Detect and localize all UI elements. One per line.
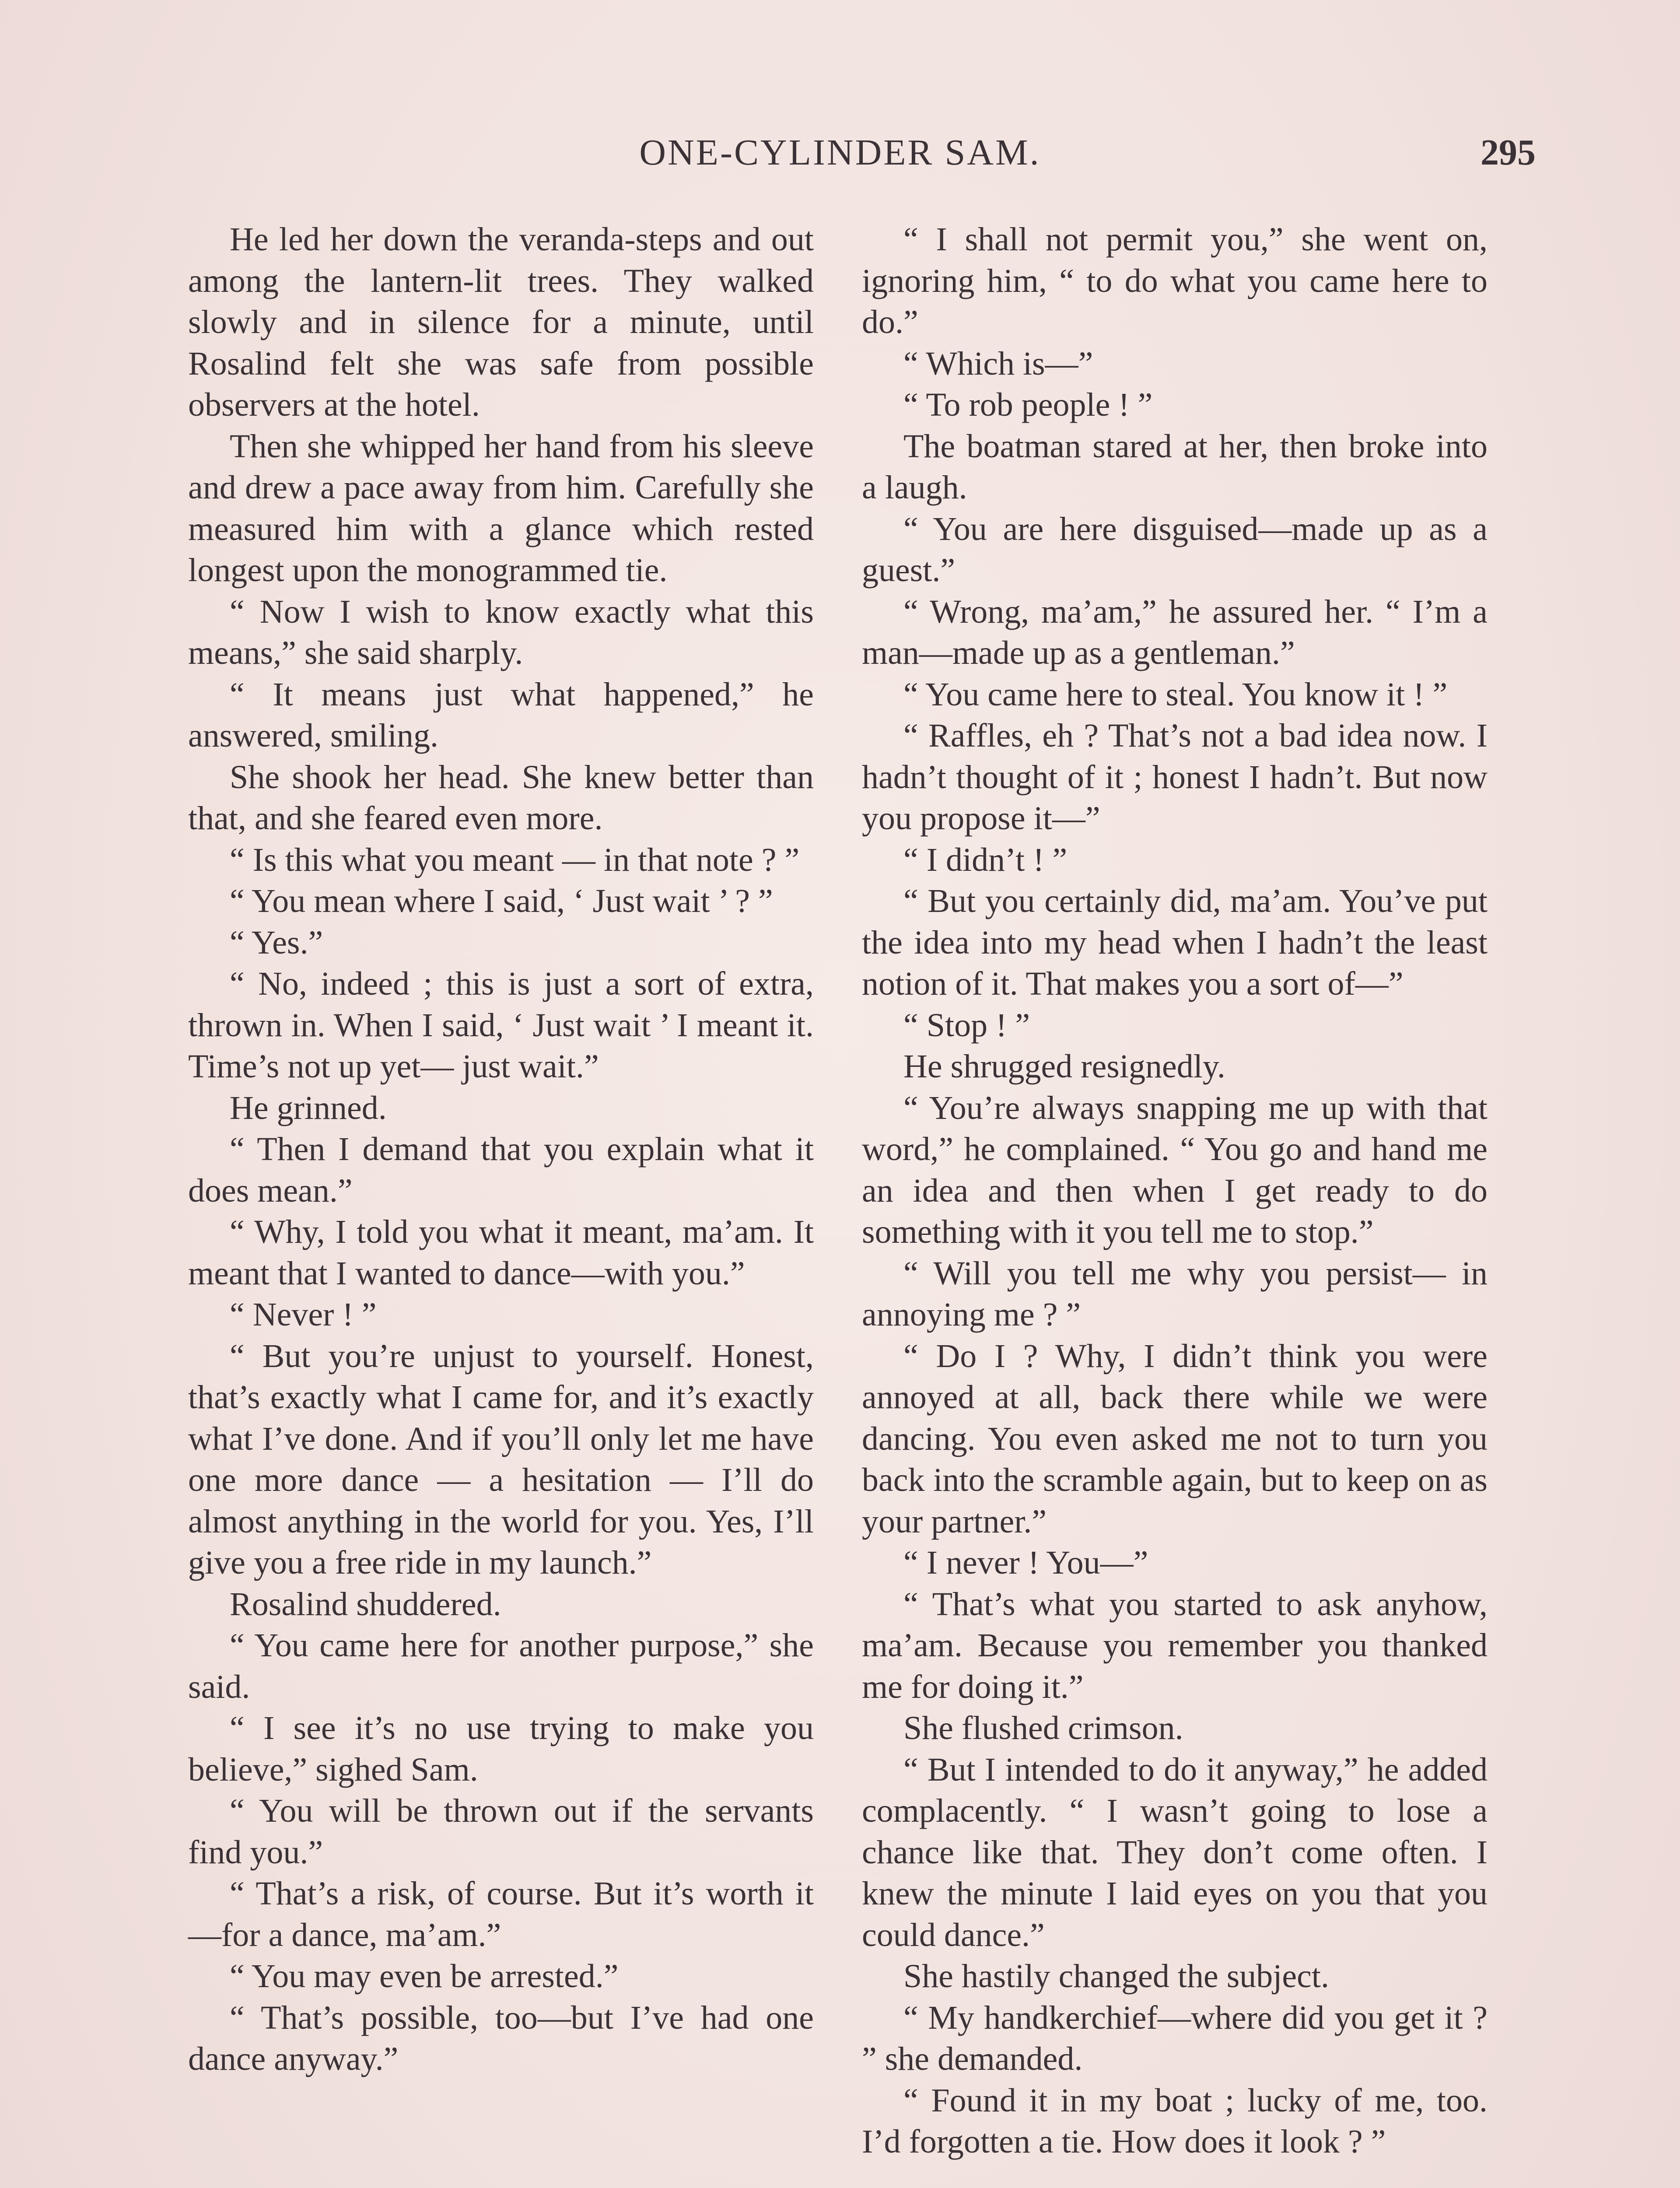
- paragraph: “ It means just what happened,” he answered, smiling.: [188, 676, 814, 754]
- paragraph: Rosalind shuddered.: [230, 1585, 501, 1623]
- paragraph: “ You’re always snapping me up with that word,” he complained. “ You go and hand me an idea and then when I get ready to do something with it you tell me to stop.”: [862, 1089, 1488, 1250]
- paragraph: “ Then I demand that you explain what it does mean.”: [188, 1131, 814, 1209]
- paragraph: “ Never ! ”: [230, 1296, 377, 1333]
- running-header-title: ONE-CYLINDER SAM.: [639, 132, 1041, 173]
- paragraph: He grinned.: [230, 1089, 387, 1126]
- paragraph: “ I never ! You—”: [903, 1544, 1148, 1581]
- paragraph: “ Stop ! ”: [903, 1006, 1030, 1044]
- paragraph: “ Why, I told you what it meant, ma’am. It meant that I wanted to dance—with you.”: [188, 1213, 814, 1292]
- left-text-column: [188, 219, 814, 2080]
- paragraph: “ You mean where I said, ‘ Just wait ’ ? ”: [230, 883, 773, 919]
- paragraph: “ I shall not permit you,” she went on, ignoring him, “ to do what you came here to do.”: [862, 221, 1488, 340]
- paragraph: He shrugged resignedly.: [903, 1048, 1225, 1085]
- paragraph: Then she whipped her hand from his sleeve and drew a pace away from him. Carefully she measured him with a glance which rested longest upon the monogrammed tie.: [188, 428, 814, 589]
- paragraph: “ Wrong, ma’am,” he assured her. “ I’m a man—made up as a gentleman.”: [862, 593, 1488, 671]
- paragraph: “ That’s what you started to ask anyhow, ma’am. Because you remember you thanked me for doing it.”: [862, 1585, 1488, 1705]
- paragraph: “ To rob people ! ”: [903, 386, 1153, 423]
- paragraph: “ Do I ? Why, I didn’t think you were annoyed at all, back there while we were dancing. You even asked me not to turn you back into the scramble again, but to keep on as your partner.”: [862, 1337, 1488, 1540]
- page-number: 295: [1480, 132, 1536, 173]
- paragraph: “ That’s a risk, of course. But it’s worth it—for a dance, ma’am.”: [188, 1875, 814, 1953]
- paragraph: “ I see it’s no use trying to make you believe,” sighed Sam.: [188, 1710, 814, 1788]
- paragraph: “ But you’re unjust to yourself. Honest, that’s exactly what I came for, and it’s exactly what I’ve done. And if you’ll only let me have one more dance — a hesitation — I’ll do almost anything in the world for you. Yes, I’ll give you a free ride in my launch.”: [188, 1337, 814, 1581]
- paragraph: “ That’s possible, too—but I’ve had one dance anyway.”: [188, 1999, 814, 2077]
- paragraph: “ Now I wish to know exactly what this means,” she said sharply.: [188, 593, 814, 671]
- paragraph: “ You are here disguised—made up as a guest.”: [862, 510, 1488, 589]
- paragraph: “ My handkerchief—where did you get it ? ” she demanded.: [862, 1999, 1488, 2077]
- paragraph: “ But you certainly did, ma’am. You’ve put the idea into my head when I hadn’t the least notion of it. That makes you a sort of—”: [862, 883, 1488, 1002]
- paragraph: “ Raffles, eh ? That’s not a bad idea now. I hadn’t thought of it ; honest I hadn’t. But now you propose it—”: [862, 717, 1488, 837]
- paragraph: She flushed crimson.: [903, 1710, 1183, 1746]
- paragraph: “ Found it in my boat ; lucky of me, too. I’d forgotten a tie. How does it look ? ”: [862, 2082, 1488, 2160]
- paragraph: She hastily changed the subject.: [903, 1958, 1329, 1995]
- paragraph: He led her down the veranda-steps and out among the lantern-lit trees. They walked slowly and in silence for a minute, until Rosalind felt she was safe from possible observers at the hotel.: [188, 221, 814, 423]
- paragraph: “ You came here to steal. You know it ! ”: [903, 676, 1448, 713]
- paragraph: “ Yes.”: [230, 924, 323, 961]
- paragraph: “ Is this what you meant — in that note ? ”: [230, 841, 800, 878]
- paragraph: “ No, indeed ; this is just a sort of extra, thrown in. When I said, ‘ Just wait ’ I meant it. Time’s not up yet— just wait.”: [188, 965, 814, 1085]
- paragraph: “ You came here for another purpose,” she said.: [188, 1627, 814, 1705]
- paragraph: “ But I intended to do it anyway,” he added complacently. “ I wasn’t going to lose a chance like that. They don’t come often. I knew the minute I laid eyes on you that you could dance.”: [862, 1751, 1488, 1953]
- right-text-column: [862, 219, 1488, 2163]
- paragraph: “ You may even be arrested.”: [230, 1958, 619, 1995]
- paragraph: “ You will be thrown out if the servants find you.”: [188, 1792, 814, 1871]
- paragraph: She shook her head. She knew better than that, and she feared even more.: [188, 758, 814, 837]
- paragraph: The boatman stared at her, then broke into a laugh.: [862, 428, 1488, 506]
- paragraph: “ Will you tell me why you persist— in annoying me ? ”: [862, 1255, 1488, 1333]
- paragraph: “ Which is—”: [903, 345, 1093, 382]
- paragraph: “ I didn’t ! ”: [903, 841, 1068, 878]
